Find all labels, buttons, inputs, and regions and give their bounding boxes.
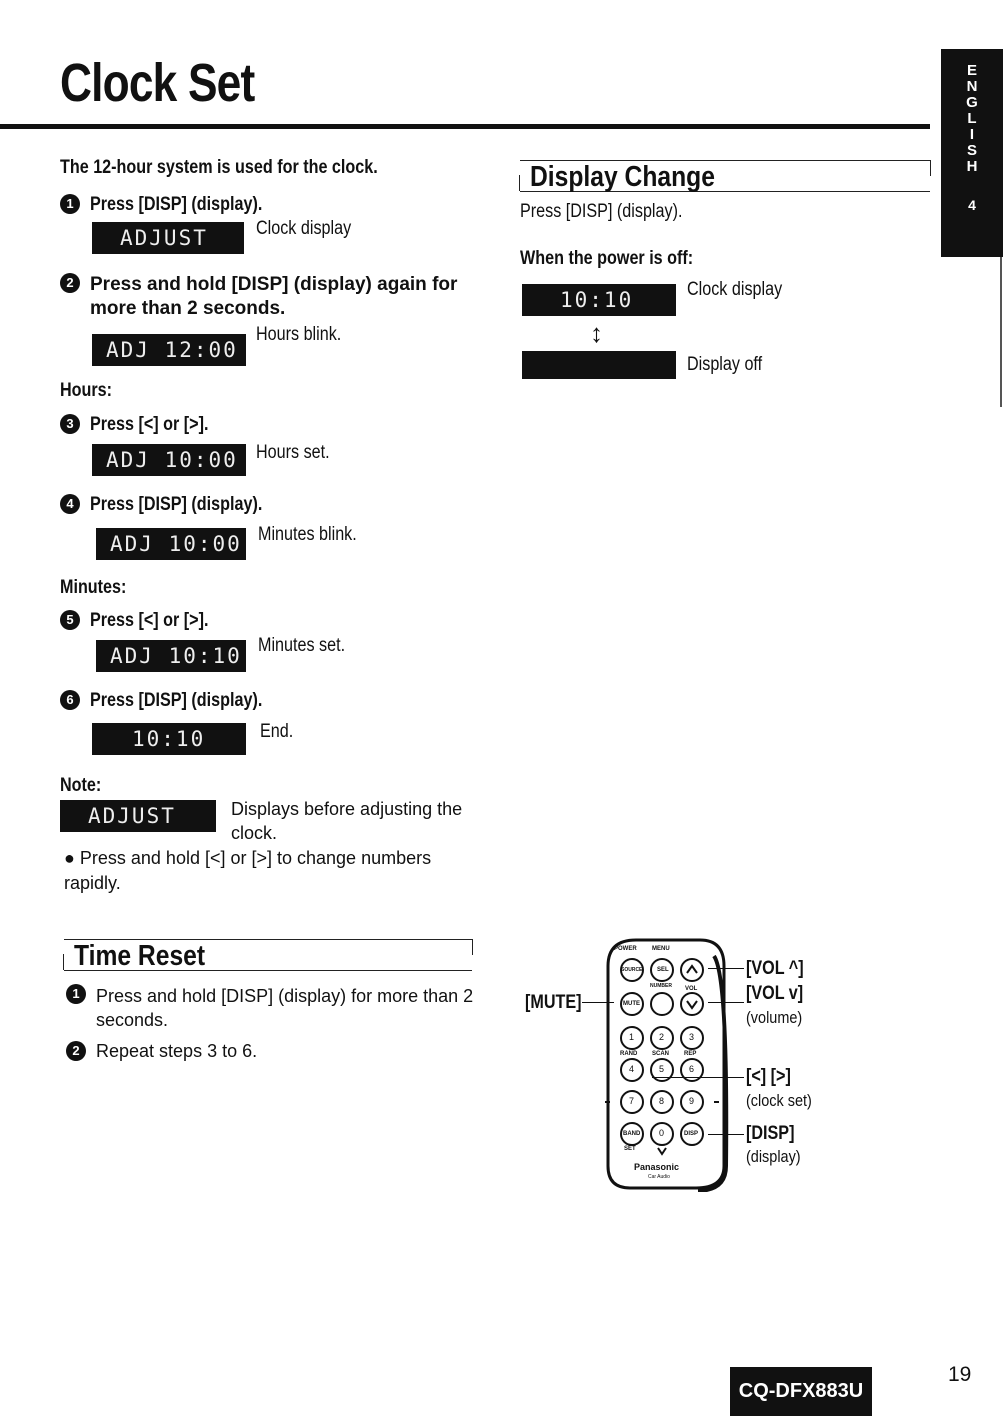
callout-line — [582, 1002, 614, 1003]
step-2 — [60, 273, 480, 321]
key-4: 4 — [629, 1064, 635, 1074]
vol-up-label: [VOL ^] — [746, 958, 804, 979]
lcd-display: ADJUST — [92, 222, 244, 254]
step-number: 1 — [60, 194, 80, 214]
page-number: 19 — [948, 1363, 972, 1386]
remote-key-label: SEL — [657, 967, 669, 973]
power-off-label: When the power is off: — [520, 248, 694, 269]
hours-label: Hours: — [60, 380, 113, 401]
remote-key-label: MUTE — [623, 1001, 640, 1007]
volume-caption: (volume) — [746, 1008, 803, 1027]
lcd-caption: End. — [260, 721, 294, 742]
key-0: 0 — [659, 1128, 665, 1138]
disp-label: [DISP] — [746, 1123, 795, 1144]
remote-key-label: RAND — [620, 1051, 638, 1057]
callout-line — [708, 1002, 744, 1003]
step-text: Press [DISP] (display). — [90, 690, 263, 711]
lcd-display: 10:10 — [522, 284, 676, 316]
bullet-icon: ● — [64, 848, 75, 868]
step-text: Press and hold [DISP] (display) for more than 2 seconds. — [96, 986, 474, 1030]
remote-key-label: REP — [684, 1051, 697, 1057]
display-caption: (display) — [746, 1147, 801, 1166]
remote-key-label: BAND — [623, 1131, 641, 1137]
remote-key-label: NUMBER — [650, 983, 672, 989]
key-2: 2 — [659, 1032, 665, 1042]
step-4 — [60, 494, 293, 516]
tab-letter: G — [966, 94, 978, 111]
tab-letter: I — [969, 126, 975, 143]
tab-letter: E — [966, 62, 977, 79]
remote-key-label: SCAN — [652, 1051, 670, 1057]
callout-line — [708, 968, 744, 969]
step-number: 1 — [66, 984, 86, 1004]
title-rule — [0, 124, 930, 129]
brand-logo: Panasonic — [634, 1162, 680, 1172]
note-lcd: ADJUST — [60, 800, 216, 832]
tab-letter: H — [966, 158, 978, 175]
clock-set-caption: (clock set) — [746, 1091, 812, 1110]
display-instruction: Press [DISP] (display). — [520, 201, 683, 222]
step-number: 6 — [60, 690, 80, 710]
step-5 — [60, 610, 229, 632]
remote-key-label: VOL — [685, 986, 698, 992]
lcd-caption: Minutes blink. — [258, 524, 357, 545]
note-label: Note: — [60, 775, 102, 796]
remote-key-label: MENU — [652, 946, 670, 952]
step-text: Press and hold [DISP] (display) again for more than 2 seconds. — [90, 274, 458, 319]
tab-letter: N — [966, 78, 978, 95]
lcd-caption: Clock display — [256, 218, 352, 239]
step-number: 3 — [60, 414, 80, 434]
step-3 — [60, 414, 229, 436]
tab-letter: L — [967, 110, 977, 127]
reset-step-2 — [66, 1041, 257, 1062]
key-6: 6 — [689, 1064, 695, 1074]
step-text: Repeat steps 3 to 6. — [96, 1041, 258, 1061]
note-bullet — [64, 846, 474, 896]
lcd-off-display — [522, 351, 676, 379]
step-6 — [60, 690, 293, 712]
step-number: 2 — [66, 1041, 86, 1061]
minutes-label: Minutes: — [60, 577, 127, 598]
remote-key-label: SOURCE — [621, 967, 643, 973]
step-number: 2 — [60, 273, 80, 293]
step-text: Press [DISP] (display). — [90, 494, 263, 515]
step-text: Press [<] or [>]. — [90, 414, 209, 435]
step-number: 5 — [60, 610, 80, 630]
key-5: 5 — [659, 1064, 665, 1074]
lcd-display: ADJ 10:00 — [96, 528, 246, 560]
display-change-header — [520, 160, 930, 192]
margin-line — [1000, 257, 1002, 407]
step-1 — [60, 194, 293, 216]
lcd-display: ADJ 10:10 — [96, 640, 246, 672]
note-caption: Displays before adjusting the clock. — [231, 799, 463, 843]
lcd-caption: Clock display — [687, 279, 783, 300]
key-3: 3 — [689, 1032, 695, 1042]
intro-text: The 12-hour system is used for the clock. — [60, 157, 378, 178]
lcd-caption: Display off — [687, 354, 763, 375]
lcd-caption: Minutes set. — [258, 635, 346, 656]
callout-line — [708, 1134, 744, 1135]
page-title: Clock Set — [60, 53, 255, 113]
step-text: Press [DISP] (display). — [90, 194, 263, 215]
callout-line — [652, 1077, 744, 1078]
key-9: 9 — [689, 1096, 695, 1106]
step-number: 4 — [60, 494, 80, 514]
arrows-label: [<] [>] — [746, 1066, 791, 1087]
key-8: 8 — [659, 1096, 665, 1106]
note-bullet-text: Press and hold [<] or [>] to change numbers rapidly. — [64, 848, 432, 893]
toggle-arrow-icon: ↕ — [590, 318, 603, 348]
key-7: 7 — [629, 1096, 635, 1106]
lcd-display: ADJ 10:00 — [92, 444, 246, 476]
remote-control — [596, 936, 730, 1192]
key-1: 1 — [629, 1032, 635, 1042]
remote-key-label: DISP — [684, 1131, 699, 1137]
mute-label: [MUTE] — [525, 992, 582, 1013]
section-heading: Time Reset — [74, 940, 206, 972]
model-badge: CQ-DFX883U — [730, 1367, 872, 1416]
language-tab — [941, 49, 1003, 257]
lcd-caption: Hours set. — [256, 442, 330, 463]
vol-down-label: [VOL v] — [746, 983, 804, 1004]
step-text: Press [<] or [>]. — [90, 610, 209, 631]
reset-step-1 — [66, 984, 476, 1032]
tab-number: 4 — [968, 197, 976, 213]
brand-subtext: Car Audio — [648, 1174, 670, 1180]
lcd-display: ADJ 12:00 — [92, 334, 246, 366]
section-heading: Display Change — [530, 161, 715, 193]
lcd-display: 10:10 — [92, 723, 246, 755]
tab-letter: S — [966, 142, 977, 159]
time-reset-header — [64, 939, 472, 971]
lcd-caption: Hours blink. — [256, 324, 342, 345]
remote-key-label: POWER — [614, 946, 637, 952]
remote-key-label: SET — [624, 1146, 636, 1152]
